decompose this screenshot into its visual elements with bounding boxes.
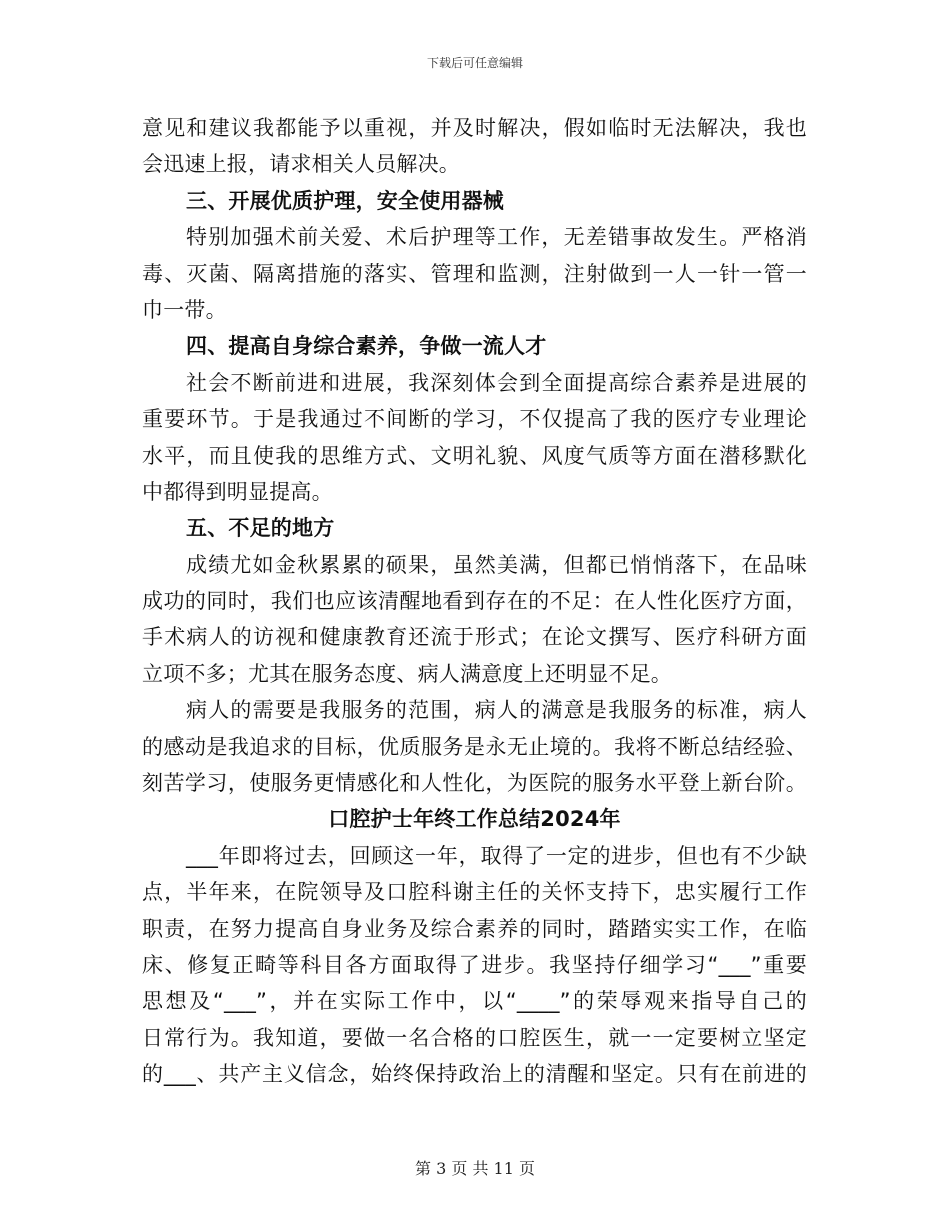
paragraph-line: 成功的同时，我们也应该清醒地看到存在的不足：在人性化医疗方面， (142, 589, 807, 614)
section-heading: 五、不足的地方 (186, 516, 335, 541)
paragraph-line: 的___、共产主义信念，始终保持政治上的清醒和坚定。只有在前进的 (142, 1062, 807, 1087)
paragraph-line: 职责，在努力提高自身业务及综合素养的同时，踏踏实实工作，在临 (142, 916, 807, 941)
paragraph-first-line: 特别加强术前关爱、术后护理等工作，无差错事故发生。严格消 (186, 225, 807, 250)
paragraph-first-line: 成绩尤如金秋累累的硕果，虽然美满，但都已悄悄落下，在品味 (186, 552, 807, 577)
paragraph-line: 手术病人的访视和健康教育还流于形式；在论文撰写、医疗科研方面 (142, 625, 807, 650)
paragraph-last-line: 中都得到明显提高。 (142, 479, 333, 504)
paragraph-line: 毒、灭菌、隔离措施的落实、管理和监测，注射做到一人一针一管一 (142, 261, 807, 286)
paragraph-last-line: 会迅速上报，请求相关人员解决。 (142, 152, 460, 177)
section-heading: 三、开展优质护理，安全使用器械 (186, 188, 504, 213)
paragraph-line: 的感动是我追求的目标，优质服务是永无止境的。我将不断总结经验、 (142, 734, 807, 759)
paragraph-line: 点，半年来，在院领导及口腔科谢主任的关怀支持下，忠实履行工作 (142, 880, 807, 905)
paragraph-last-line: 立项不多；尤其在服务态度、病人满意度上还明显不足。 (142, 661, 672, 686)
paragraph-first-line: 病人的需要是我服务的范围，病人的满意是我服务的标准，病人 (186, 698, 807, 723)
section-heading: 四、提高自身综合素养，争做一流人才 (186, 334, 547, 359)
paragraph-line: 刻苦学习，使服务更情感化和人性化，为医院的服务水平登上新台阶。 (142, 771, 807, 796)
page-header: 下载后可任意编辑 (426, 56, 523, 70)
paragraph-line: 思想及“___”，并在实际工作中，以“____”的荣辱观来指导自己的 (142, 989, 807, 1014)
paragraph-line: 床、修复正畸等科目各方面取得了进步。我坚持仔细学习“___”重要 (142, 952, 807, 977)
document-body (142, 110, 807, 1093)
page-footer: 第 3 页 共 11 页 (415, 1159, 535, 1178)
document-title: 口腔护士年终工作总结2024年 (328, 807, 621, 832)
paragraph-first-line: ___年即将过去，回顾这一年，取得了一定的进步，但也有不少缺 (186, 843, 807, 868)
paragraph-line: 重要环节。于是我通过不间断的学习，不仅提高了我的医疗专业理论 (142, 407, 807, 432)
paragraph-line: 意见和建议我都能予以重视，并及时解决，假如临时无法解决，我也 (142, 116, 807, 140)
paragraph-line: 水平，而且使我的思维方式、文明礼貌、风度气质等方面在潜移默化 (142, 443, 807, 468)
paragraph-last-line: 巾一带。 (142, 297, 227, 322)
paragraph-line: 日常行为。我知道，要做一名合格的口腔医生，就一一定要树立坚定 (142, 1025, 807, 1050)
paragraph-first-line: 社会不断前进和进展，我深刻体会到全面提高综合素养是进展的 (186, 370, 807, 395)
